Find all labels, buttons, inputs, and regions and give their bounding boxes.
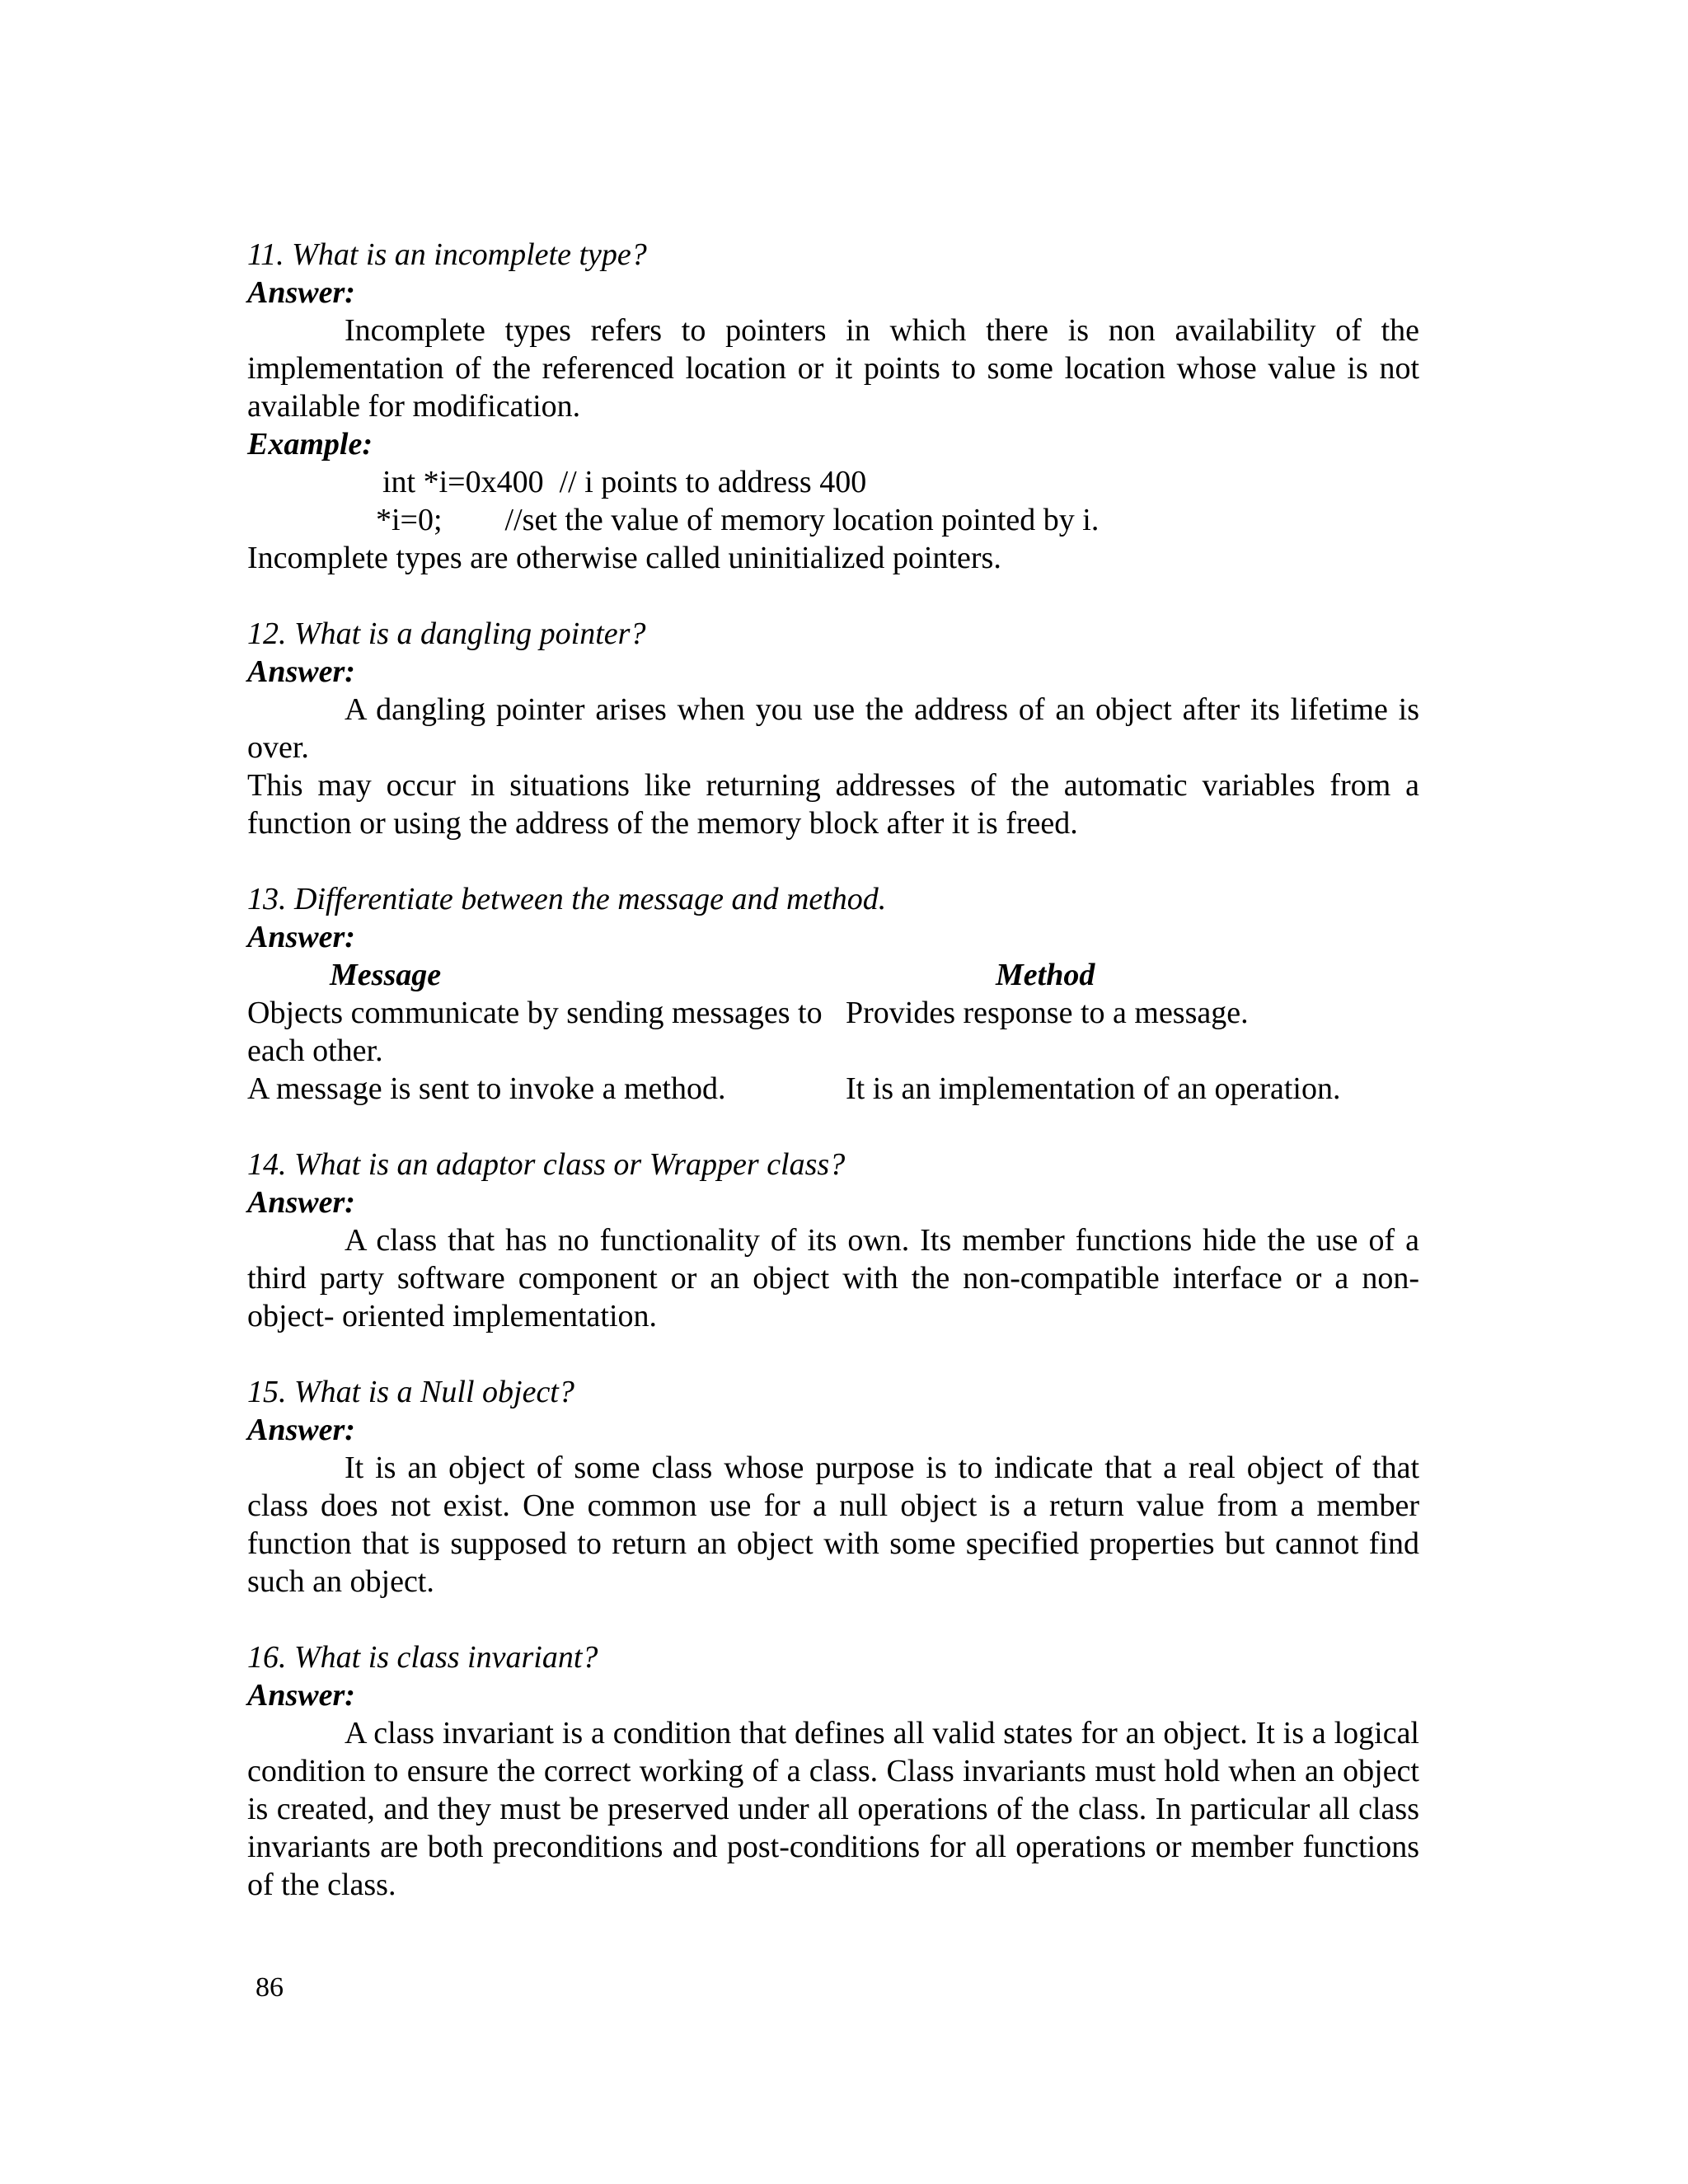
table-header-method: Method [996,958,1095,992]
answer-paragraph: A class invariant is a condition that defines all valid states for an object. It is a logical condition to ensure the correct working of a class. Class invariants must hold when an object is created, and they must be preserved under all operations of the class. In particular all class invariants are both preconditions and post-conditions for all operations or member functions of the class. [247,1716,1419,1902]
table-cell: Objects communicate by sending messages to each other. [247,996,823,1068]
answer-label: Answer: [247,1678,355,1713]
example-label: Example: [247,427,373,462]
table-header-message: Message [330,958,442,992]
question-12: 12. What is a dangling pointer? [247,616,646,651]
answer-label: Answer: [247,654,355,689]
question-16: 16. What is class invariant? [247,1640,598,1675]
table-cell: A message is sent to invoke a method. [247,1071,726,1106]
answer-paragraph: A dangling pointer arises when you use the address of an object after its lifetime is over. [247,692,1419,765]
question-11: 11. What is an incomplete type? [247,237,647,272]
page-number: 86 [256,1972,284,2003]
question-15: 15. What is a Null object? [247,1375,574,1409]
table-cell: It is an implementation of an operation. [846,1071,1341,1106]
answer-paragraph: A class that has no functionality of its own. Its member functions hide the use of a third party software component or an object with the non-compatible interface or a non-object- oriented implementation. [247,1223,1419,1333]
question-13: 13. Differentiate between the message and method. [247,882,887,916]
answer-label: Answer: [247,275,355,310]
table-cell: Provides response to a message. [846,996,1249,1030]
answer-paragraph: It is an object of some class whose purpose is to indicate that a real object of that class does not exist. One common use for a null object is a return value from a member function that is supposed to return an object with some specified properties but cannot find such an object. [247,1451,1419,1599]
code-line: *i=0; //set the value of memory location pointed by i. [376,503,1100,537]
answer-label: Answer: [247,920,355,954]
closing-sentence: Incomplete types are otherwise called uninitialized pointers. [247,541,1001,575]
answer-paragraph: This may occur in situations like returning addresses of the automatic variables from a function or using the address of the memory block after it is freed. [247,768,1419,841]
answer-paragraph: Incomplete types refers to pointers in which there is non availability of the implementation of the referenced location or it points to some location whose value is not available for modification. [247,313,1419,424]
code-line: int *i=0x400 // i points to address 400 [382,465,867,499]
question-14: 14. What is an adaptor class or Wrapper class? [247,1147,846,1182]
answer-label: Answer: [247,1413,355,1447]
answer-label: Answer: [247,1185,355,1220]
